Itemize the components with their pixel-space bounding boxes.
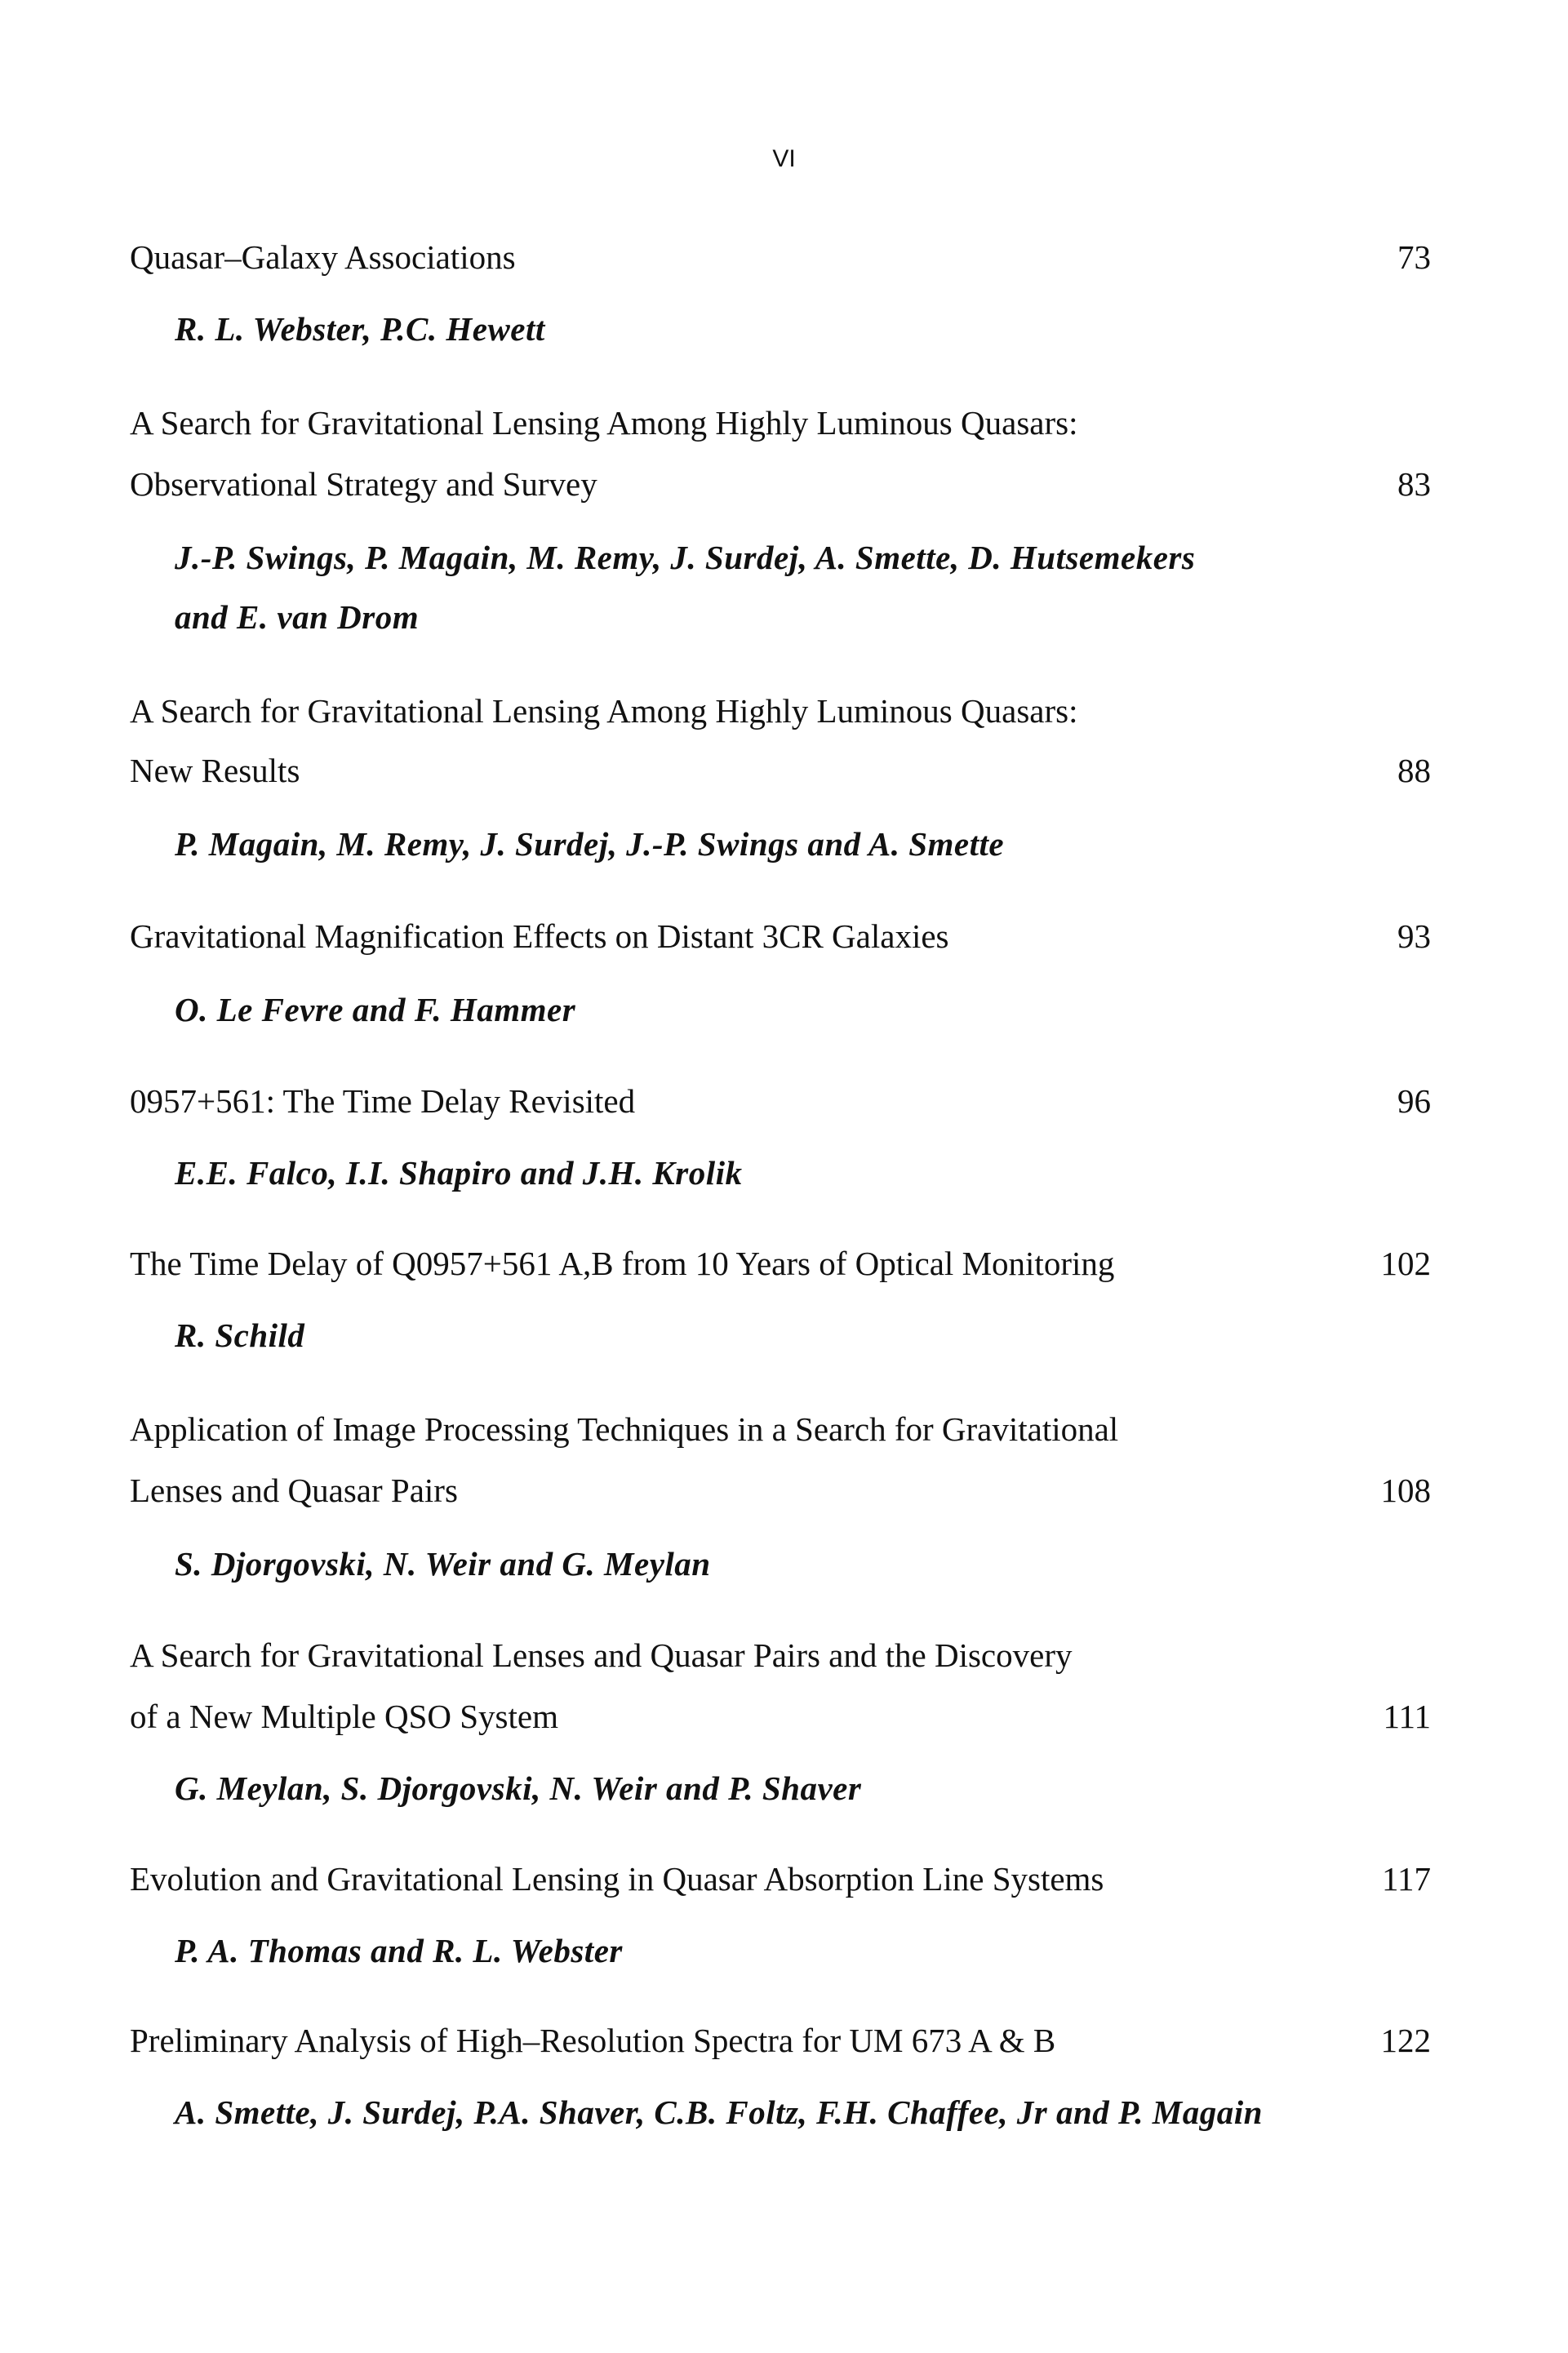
entry-title-line: A Search for Gravitational Lenses and Quasar Pairs and the Discovery <box>130 1636 1073 1674</box>
entry-page-number: 88 <box>1397 752 1431 789</box>
page-folio: VI <box>772 145 796 172</box>
entry-title-line: New Results <box>130 752 300 789</box>
entry-page-number: 117 <box>1382 1860 1431 1898</box>
entry-authors-line: S. Djorgovski, N. Weir and G. Meylan <box>175 1545 711 1583</box>
entry-authors-line: J.-P. Swings, P. Magain, M. Remy, J. Surdej, A. Smette, D. Hutsemekers <box>175 539 1196 576</box>
entry-authors-line: E.E. Falco, I.I. Shapiro and J.H. Krolik <box>175 1154 743 1192</box>
entry-title-line: Evolution and Gravitational Lensing in Quasar Absorption Line Systems <box>130 1860 1104 1898</box>
entry-authors-line: P. Magain, M. Remy, J. Surdej, J.-P. Swings and A. Smette <box>175 825 1005 863</box>
entry-page-number: 83 <box>1397 465 1431 503</box>
entry-page-number: 96 <box>1397 1082 1431 1120</box>
entry-title-line: The Time Delay of Q0957+561 A,B from 10 Years of Optical Monitoring <box>130 1245 1115 1282</box>
entry-authors-line: P. A. Thomas and R. L. Webster <box>175 1932 623 1969</box>
entry-title-line: Gravitational Magnification Effects on Distant 3CR Galaxies <box>130 917 949 955</box>
entry-title-line: Application of Image Processing Techniques in a Search for Gravitational <box>130 1410 1119 1448</box>
entry-page-number: 73 <box>1397 238 1431 276</box>
entry-authors-line: O. Le Fevre and F. Hammer <box>175 991 576 1028</box>
entry-page-number: 102 <box>1380 1245 1431 1282</box>
entry-page-number: 93 <box>1397 917 1431 955</box>
entry-authors-line: R. Schild <box>175 1316 305 1354</box>
entry-authors-line: and E. van Drom <box>175 598 420 636</box>
entry-authors-line: G. Meylan, S. Djorgovski, N. Weir and P. Shaver <box>175 1769 862 1807</box>
entry-title-line: A Search for Gravitational Lensing Among Highly Luminous Quasars: <box>130 404 1078 442</box>
entry-page-number: 108 <box>1380 1472 1431 1509</box>
entry-title-line: of a New Multiple QSO System <box>130 1698 558 1735</box>
entry-title-line: Quasar–Galaxy Associations <box>130 238 516 276</box>
entry-title-line: 0957+561: The Time Delay Revisited <box>130 1082 636 1120</box>
entry-title-line: Observational Strategy and Survey <box>130 465 597 503</box>
entry-page-number: 122 <box>1380 2022 1431 2059</box>
entry-title-line: Preliminary Analysis of High–Resolution Spectra for UM 673 A & B <box>130 2022 1056 2059</box>
entry-page-number: 111 <box>1383 1698 1431 1735</box>
entry-authors-line: A. Smette, J. Surdej, P.A. Shaver, C.B. Foltz, F.H. Chaffee, Jr and P. Magain <box>175 2093 1263 2131</box>
entry-title-line: A Search for Gravitational Lensing Among Highly Luminous Quasars: <box>130 692 1078 730</box>
entry-authors-line: R. L. Webster, P.C. Hewett <box>175 310 545 348</box>
entry-title-line: Lenses and Quasar Pairs <box>130 1472 458 1509</box>
